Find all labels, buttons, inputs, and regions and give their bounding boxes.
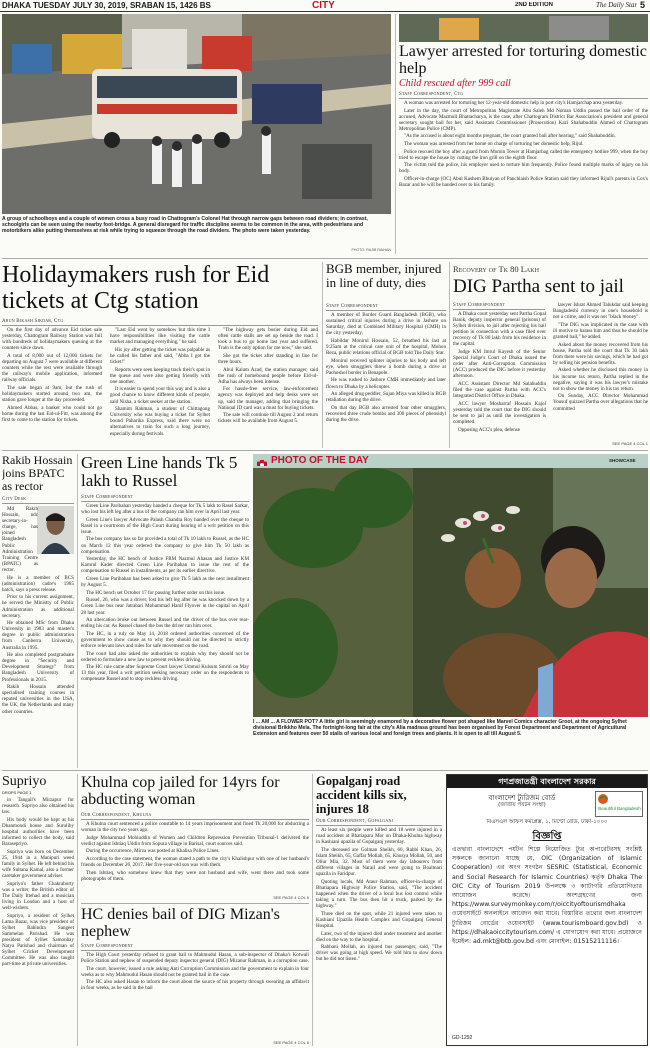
paragraph: The High Court yesterday refused to grant bail to Mahmudul Hasan, a sub-inspector of Dhaka's Kotwali Police Station and nephew of suspended deputy inspector general (DIG) Mizanur Rahman, in a corruption case. <box>81 952 309 965</box>
holiday-col-3 <box>218 327 318 445</box>
paragraph: Md Rakib Hossain, ndc secretary-in-charge, has joined Bangladesh Public Administration Training Centre (BPATC) as rector. <box>2 506 38 573</box>
paragraph: Opposing ACC's plea, defense <box>458 426 521 433</box>
hc-byline: Staff Correspondent <box>81 943 309 951</box>
lead-photo-caption: A group of schoolboys and a couple of women cross a busy road in Chattogram's Colonel Hat through narrow gaps between road dividers; in contrast, schoolgirls can be seen using the nearby foot-bridge. A general disregard for traffic discipline seems to be common in the area, with pedestrians and motorbikers alike putting themselves at risk while trying to squeeze through the road dividers. The photo were taken yesterday. <box>2 216 368 235</box>
khulna-continued: SEE PAGE 4 COL 5 <box>273 895 309 900</box>
hc-headline: HC denies bail of DIG Mizan's nephew <box>81 906 280 940</box>
paragraph: For hassle-free service, law-enforcement agency was deployed and help desks were set up, said the manager, adding that bringing the National ID card was a must for buying tickets. <box>218 386 318 411</box>
paragraph: ACC lawyer Mosharraf Hossain Kajol yesterday told the court that the DIG should be sent to jail as until the investigation is completed. <box>453 400 546 426</box>
paragraph: An alleged drug peddler, Sujan Miya was killed in BGB retaliation during the drive. <box>326 391 446 404</box>
paragraph: His joy after getting the ticket was palpable as he called his father and said, "Abba I got the ticket!" <box>110 346 210 365</box>
paragraph: Supriyo was born on December 25, 1944 in a Manipuri weed family in Sylhet. He left behind his wife Sultana Kamal, also a former caretaker government adviser. <box>2 848 74 880</box>
paragraph: Supriyo, a resident of Sylhet Lama Bazar, was vice president of Sylhet Rabindra Sangeet Sammelan Parishad. He was president of Sylhet Samonbay Natya Parishad and chairman of Sylhet Cricket Development Committee. He was also taught part-time at private universities. <box>2 912 74 968</box>
ad-address: বিএসএল অফিস কমপ্লেক্স, ১, মিন্টো রোড, ঢাকা-১০০০ <box>486 819 608 825</box>
paragraph: An altercation broke out between Russel and the driver of the bus over rear-ending his car. As Russel chased the bus the driver ran him over. <box>81 617 249 630</box>
paragraph: A Dhaka court yesterday sent Partha Gopal Banik, deputy inspector general (prisons) of Sylhet division, to jail after rejecting his bail petition in connection with a case filed over recovery of Tk 80 lakh from his residence in the capital. <box>453 311 546 348</box>
paragraph: A total of 8,000 out of 12,000 tickets for departing on August 7 were available at different counters while the rest were available through the railway's mobile application, informed railway officials. <box>2 352 102 384</box>
paragraph: The HC bench set October 17 for passing further order on this issue. <box>86 589 226 596</box>
tourism-board-ad <box>446 774 648 1046</box>
ad-body: এতদ্বারা বাংলাদেশে পর্যটন শিল্পে নিয়োজিত ট্যুর অপারেটরসহ সংশ্লিষ্ট সকলকে জানানো যাচ্ছে যে, OIC (Organization of Islamic Cooperation) এর অংগ সংগঠন SESRIC (Statistical, Economic and Social Research for Islamic Countries) কর্তৃক Dhaka The OIC City of Tourism 2019 উপলক্ষে ৩ ক্যাটাগরি প্রতিযোগিতার আয়োজন করেছে। অংশগ্রহণের জন্য https://www.surveymonkey.com/r/oiccityoftourismdhaka ওয়েবসাইটে অনলাইনে আবেদন করা যাবে। বিস্তারিত তথ্যের জন্য বাংলাদেশ ট্যুরিজম বোর্ডের ওয়েবসাইট (www.tourismboard.gov.bd) ও https://dhakaoiccitytourism.com/ এ যোগাযোগ করা যাবে। প্রয়োজনে ইমেইল: ad.mkt@btb.gov.bd এবং মোবাইল: 01515211116। <box>452 846 642 946</box>
lawyer-headline: Lawyer arrested for torturing domestic help <box>399 43 647 77</box>
paragraph: It is easier to spend your this way and is also a good chance to know different kinds of people, said Nisha, a ticket seeker at the station. <box>110 386 210 405</box>
paragraph: The woman was arrested from her home on charge of torturing her domestic help, Rijul. <box>404 141 584 148</box>
edition: 2ND EDITION <box>515 2 554 8</box>
paragraph: According to the case statement, the woman stated a path to the city's Khalishpur with one of her husband's friends on December 26, 2017. Her five-year-old son was with them. <box>81 855 309 869</box>
lawyer-body <box>399 100 648 254</box>
paragraph: He obtained MSc from Dhaka University in 1983 and master's degree in public administration from Canberra University, Australia in 1995. <box>2 620 74 651</box>
paragraph: Judge Mohammad Mohiuddin of Women and Children Repression Prevention Tribunal-1 delivered the verdict against Ishtiaq Uddin from Sopura village in Barisal, court sources said. <box>81 834 309 847</box>
khulna-body <box>81 821 309 895</box>
tourism-logo <box>595 791 643 817</box>
paragraph: Asked about the money recovered from his house, Partha told the court that Tk 30 lakh from there were his savings, which he had got by selling his pension benefits. <box>553 341 648 366</box>
ad-org: বাংলাদেশ ট্যুরিজম বোর্ড <box>488 794 556 802</box>
supriyo-headline: Supriyo <box>2 774 47 789</box>
paragraph: Ahmed Abbas, a banker who could not go home during the last Eid-ul-Fitr, was among the first to come to the station for tickets. <box>2 404 102 423</box>
paragraph: On the first day of advance Eid ticket sale yesterday, Chattogram Railway Station was full with hundreds of holidaymakers queuing at the counters since dawn. <box>2 327 102 352</box>
paragraph: Green Line Paribahan has been asked to give Tk 5 lakh as the next installment by August 5. <box>81 576 249 589</box>
paragraph: A woman was arrested for torturing her 12-year-old domestic help in port city's Hamjarchap area yesterday. <box>404 100 624 106</box>
lawyer-byline: Staff Correspondent, Ctg <box>399 91 648 99</box>
dig-headline: DIG Partha sent to jail <box>453 276 624 297</box>
supriyo-body <box>2 797 74 1047</box>
paragraph: The bus company has so far provided a total of Tk 10 lakh to Russel, as the HC on March 12 this year ordered the company to give him Tk 50 lakh as compensation. <box>81 536 249 555</box>
paragraph: On that day BGB also arrested four other smugglers, recovered three crude bombs and 300 pieces of phensidyl during the drive. <box>326 404 446 423</box>
ad-title: বিজ্ঞপ্তি <box>532 831 562 842</box>
paragraph: He is a member of BCS (administration) cadre's 1985 batch, says a press release. <box>2 574 74 593</box>
holiday-byline: Arun Bikash Sikdar, Ctg <box>2 318 318 326</box>
lawyer-photo <box>399 14 648 42</box>
holiday-headline: Holidaymakers rush for Eid tickets at Ctg station <box>2 262 270 314</box>
potd-label: PHOTO OF THE DAY <box>271 455 369 466</box>
paragraph: Police rescued the boy after a guard from Momin Tower at Hamjarbag called the emergency hotline 999, when the boy tried to escape the house by cutting the iron grill on the eighth floor. <box>399 148 648 161</box>
holiday-col-1 <box>2 327 102 445</box>
paragraph: Shamim Rahman, a student of Chittagong University who was buying a ticket for Sylhet bound Paharika Express, said there were no alternatives to train for such a long journey, especially during festivals. <box>110 406 210 437</box>
logo-text: Beautiful Bangladesh <box>598 806 641 811</box>
dig-continued: SEE PAGE 4 COL 1 <box>612 441 648 446</box>
green-byline: Staff Correspondent <box>81 494 249 502</box>
paragraph: Rakib Hossain attended specialised training courses in reputed universities in the USA, the UK, the Netherlands and many other countries. <box>2 684 74 715</box>
paragraph: Supriyo's father Chakraborty was a writer, the British editor of The Daily Ittehad and a musician living in London and a host of well-wishers. <box>2 880 74 912</box>
paragraph: The victim told the police, his employer used to torture him frequently. Police found multiple marks of injury on his body. <box>399 162 648 175</box>
ad-gov-header: গণপ্রজাতন্ত্রী বাংলাদেশ সরকার <box>447 775 647 788</box>
bgb-byline: Staff Correspondent <box>326 303 446 311</box>
gopal-body <box>316 827 442 1046</box>
potd-band <box>253 454 648 468</box>
paragraph: Green Line's lawyer Advocate Palash Chandra Roy handed over the cheque to Rasel in a courtroom of the High Court during hearing of a writ petition on this issue. <box>81 516 249 535</box>
green-body <box>81 503 249 767</box>
potd-tag: SHOWCASE <box>609 458 636 463</box>
paragraph: ACC Assistant Director Md Salahuddin filed the case against Partha with ACC's Integrated District Office in Dhaka. <box>453 381 546 400</box>
bgb-body <box>326 312 446 446</box>
ad-ref: GD-1292 <box>452 1035 473 1041</box>
paragraph: The HC rule came after Supreme Court lawyer Ummul Kulsum Smriti on May 13 this year, filed a writ petition seeking necessary order on the respondents to compensate Russel and to stop reckless driving. <box>81 664 249 683</box>
paragraph: Habildar Monirul Hossain, 52, breathed his last at 9:25am at the critical care unit of the hospital, Mohon Reza, public relations official of BGB told The Daily Star. <box>326 337 446 357</box>
paragraph: During the occurrence, Mirza was posted at Khalisa Police Lines. <box>86 848 220 855</box>
paragraph: The deceased are Golman Sheikh, 60, Rabbi Khan, 26, Islam Sheikh, 65, Gaffar Mollah, 65, Khusya Mollah, 50, and Oliur Mia, 32. Most of them were day labourers from different villages in Narail and were going to Boalmari upazila in Faridpur. <box>316 846 442 878</box>
paragraph: lawyer Ishrat Ahmed Talukdar said keeping Bangladeshi currency in one's household is not a crime, and it was not "black money". <box>553 302 648 321</box>
paragraph: The court, however, issued a rule asking Anti Corruption Commission and the government to explain in four weeks as to why Mahmudul Hasan should not be granted bail in the case. <box>81 965 309 978</box>
holiday-col-2 <box>110 327 210 445</box>
paragraph: On Sunday, ACC Director Mohammad Yousuf quizzed Partha over allegations that he committed <box>553 393 648 412</box>
hc-continued: SEE PAGE 4 COL 6 <box>273 1040 309 1045</box>
ad-org-sub: (জাতীয় পর্যটন সংস্থা) <box>498 802 546 808</box>
paragraph: in Tangail's Mirzapur for research. Supriyo also obtained his law. <box>2 797 74 816</box>
paragraph: Later in the day, the court of Metropolitan Magistrate Abu Saleh Md Noman Uddin passed the bail order of the accused, Advocate Mazmull Bhattacharya, is the case, after Chattogram District Bar Association's president and general secretary sought bail for her, said Assistant Commissioner (Prosecution) Kazi Shahabuddin Ahmed of Chattogram Metropolitan Police (CMP). <box>399 107 648 132</box>
potd-photo <box>253 468 648 717</box>
rakib-headline: Rakib Hossain joins BPATC as rector <box>2 454 73 493</box>
paragraph: "The DIG was implicated in the case with ill motive to harass him and thus he should be granted bail," he added. <box>553 321 648 340</box>
dig-col-1 <box>453 311 546 445</box>
paragraph: Russel, 26, who was a driver, lost his left leg after he was knocked down by a Green Line bus near Jatrabari Mohammad Hanif Flyover in the capital on April 28 last year. <box>81 597 249 616</box>
supriyo-sub: DROPS PAGE 1 <box>2 790 32 795</box>
paragraph: The sale began at 9am, but the rush of holidaymakers started around two am, the station gave longer at the day proceeded. <box>2 384 102 404</box>
lead-photo-credit: PHOTO: RAJIB RAIHAN <box>351 248 391 252</box>
paragraph: The sale will continue till August 2 and return tickets will be available from August 5. <box>218 412 318 425</box>
paragraph: The HC, in a ruly on May 14, 2018 ordered authorities concerned of the government to show cause as to why they should not be directed to strictly enforce relevant laws and rules for safe movement on the road. <box>81 630 249 649</box>
paragraph: At least six people were killed and 18 were injured in a road accident at Bhatiapara Mor on Dhaka-Khulna highway in Kashiani upazila of Gopalganj yesterday. <box>316 827 442 846</box>
paragraph: "Last Eid went by somehow but this time I have responsibilities like visiting the cattle market and managing everything," he said. <box>110 327 210 346</box>
brand-logo: The Daily Star <box>596 1 638 9</box>
paragraph: Later, two of the injured died under treatment and another died on the way to the hospital. <box>316 930 442 943</box>
lead-photo <box>2 14 391 214</box>
hc-body <box>81 952 309 1039</box>
rakib-body <box>2 506 74 766</box>
paragraph: The court had also asked the authorities to explain why they should not be ordered to formulate a new law to prevent reckless driving. <box>81 650 249 663</box>
paragraph: Green Line Paribahan yesterday handed a cheque for Tk 5 lakh to Rasel Sarkar, who lost his left leg after a bus of the company ran him over in April last year. <box>81 503 249 516</box>
camera-icon <box>257 456 267 466</box>
khulna-byline: Our Correspondent, Khulna <box>81 812 309 820</box>
paragraph: Then Ishtiaq, who somehow knew that they were not husband and wife, went there and took some photographs of them. <box>81 869 309 882</box>
paragraph: Abul Kalam Azad, the station manager, said the rush of homebound people before Eid-ul-Adha has always been intense. <box>218 366 318 385</box>
paragraph: "The highway gets busier during Eid and often cattle stalls are set up beside the road. I took a bus to go home last year and suffered. Train is the only option for me now," she said. <box>218 327 318 352</box>
paragraph: Quoting locals, Md Ataur Rahman, officer-in-charge of Bhatiapara Highway Police Station, said, "The accident happened when the driver of a local bus lost control while taking a turn. The bus then hit a truck, parked by the highway." <box>316 878 442 910</box>
masthead-date: TUESDAY JULY 30, 2019, SRABAN 15, 1426 BS <box>33 1 211 10</box>
paragraph: Prior to his current assignment, he served the Ministry of Public Administration as additional secretary. <box>2 594 74 619</box>
khulna-headline: Khulna cop jailed for 14yrs for abducting woman <box>81 774 280 808</box>
paragraph: A member of Border Guard Bangladesh (BGB), who sustained critical injuries during a drive in Jashore on Saturday, died at Combined Military Hospital (CMH) in the city yesterday. <box>326 312 446 337</box>
green-headline: Green Line hands Tk 5 lakh to Russel <box>81 454 238 490</box>
paragraph: His body would be kept at his Dhanmondi house and Suruliby hospital authorities have been informed to collect the body, said Barasepriyo. <box>2 816 74 848</box>
paragraph: He was rushed to Jashore CMH immediately and later flown to Dhaka by a helicopter. <box>326 377 446 390</box>
paper-city: DHAKA <box>2 1 31 10</box>
paragraph: She got the ticket after standing in line for three hours. <box>218 352 318 365</box>
gopal-headline: Gopalganj road accident kills six, injures 18 <box>316 774 407 816</box>
paragraph: Asked whether he disclosed this money in his income tax return, Partha replied in the negative, saying it was his lawyer's mistake not to show the money in his tax return. <box>553 367 648 392</box>
potd-caption: I ... AM ... A FLOWER POT? A little girl is seemingly enamored by a decorative flower pot shaped like Marvel Comics character Groot, at the ongoing Sylhet divisional Brikkho Mela. The fortnight-long fair at the city's Alia madrasa ground has been organised by Forest Department and Department of Agricultural Extension and features over 50 stalls of various local and foreign trees and plants. It is open to all till August 5. <box>253 719 627 738</box>
paragraph: He also completed postgraduate degree in "Security and Development Strategy" from Bangladesh University of Professionals in 2015. <box>2 652 74 683</box>
paragraph: Rabbani Mollah, an injured bus passenger, said, "The driver was going at high speed. We told him to slow down but he did not listen." <box>316 944 442 963</box>
paragraph: Three died on the spot, while 21 injured were taken to Kashiani Upazila Health Complex and Gopalganj General Hospital. <box>316 910 442 929</box>
paragraph: A Khulna court sentenced a police constable to 14 years imprisonment and fined Tk 20,000 for abducting a woman in the city two years ago. <box>81 821 309 834</box>
page-number: 5 <box>640 0 646 10</box>
paragraph: "As the accused is about eight months pregnant, the court granted bail after hearing," said Shahabuddin. <box>404 133 616 140</box>
dig-byline: Staff Correspondent <box>453 302 545 310</box>
paragraph: Reports were seen keeping track their's spot in the queue and were also getting friendly with one another. <box>110 366 210 385</box>
rakib-byline: City Desk <box>2 496 74 504</box>
paragraph: Monirul received splinter injuries to his body and left eye, when smugglers threw a bomb during a drive at Pachoshol border in Benapole. <box>326 357 446 376</box>
paragraph: Judge KM Imrul Kayesh of the Senior Special Judge's Court of Dhaka issued the order after Anti-Corruption Commission (ACC) produced the DIG before it yesterday afternoon. <box>453 349 546 380</box>
gopal-byline: Our Correspondent, Gopalganj <box>316 818 442 826</box>
dig-kicker: Recovery of Tk 80 Lakh <box>453 264 539 274</box>
masthead <box>0 0 650 12</box>
bgb-headline: BGB member, injured in line of duty, dies <box>326 262 442 290</box>
paragraph: Officer-in-charge (OC) Abul Kashem Bhuiyan of Panchlaish Police Station said they informed Rijul's parents in Cox's Bazar and he will be handed over to his family. <box>399 176 648 189</box>
paragraph: Yesterday, the HC bench of Justice FRM Nazmul Ahasan and Justice KM Kamrul Kader directed Green Line Paribahan to issue the rest of the compensation to Russel in installments, as per its earlier directive. <box>81 556 249 575</box>
section-name: CITY <box>312 0 335 11</box>
lawyer-subhead: Child rescued after 999 call <box>399 78 511 89</box>
dig-col-2 <box>553 302 648 440</box>
paragraph: The HC also asked Hasan to inform the court about the source of his property through swearing an affidavit in four weeks, as he said in the bail <box>81 979 309 992</box>
